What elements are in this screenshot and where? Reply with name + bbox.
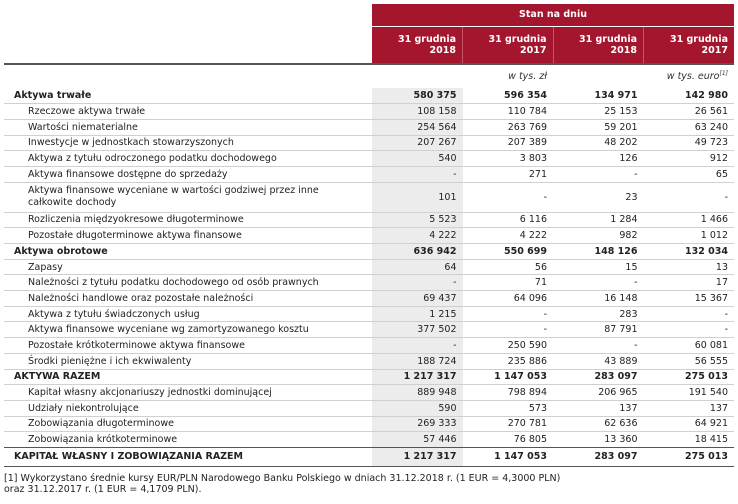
- row-label: Aktywa obrotowe: [4, 244, 372, 260]
- row-label: Wartości niematerialne: [4, 119, 372, 135]
- units-eur-label: w tys. euro: [666, 71, 720, 83]
- row-value: 108 158: [372, 104, 463, 120]
- table-body: [4, 88, 734, 466]
- table-row: [4, 322, 734, 338]
- table-row: [4, 166, 734, 182]
- row-value: 580 375: [372, 88, 463, 104]
- row-value: 263 769: [463, 119, 554, 135]
- header-group-row: [4, 4, 734, 26]
- row-label: Należności z tytułu podatku dochodowego od osób prawnych: [4, 275, 372, 291]
- row-label: Aktywa finansowe wyceniane w wartości godziwej przez inne całkowite dochody: [4, 182, 372, 212]
- row-value: 126: [553, 151, 644, 167]
- footnote-line: [1] Wykorzystano średnie kursy EUR/PLN Narodowego Banku Polskiego w dniach 31.12.2018 r. (1 EUR = 4,3000 PLN): [4, 472, 561, 484]
- table-row: [4, 432, 734, 448]
- footnote-line: oraz 31.12.2017 r. (1 EUR = 4,1709 PLN).: [4, 483, 202, 495]
- column-header: 31 grudnia 2017: [644, 26, 735, 64]
- row-value: 69 437: [372, 291, 463, 307]
- row-value: -: [372, 338, 463, 354]
- row-value: 60 081: [644, 338, 735, 354]
- row-value: 270 781: [463, 416, 554, 432]
- row-value: -: [553, 166, 644, 182]
- row-value: 540: [372, 151, 463, 167]
- row-label: Inwestycje w jednostkach stowarzyszonych: [4, 135, 372, 151]
- row-label: Zobowiązania długoterminowe: [4, 416, 372, 432]
- row-value: 110 784: [463, 104, 554, 120]
- units-pln: w tys. zł: [372, 64, 553, 88]
- row-value: 6 116: [463, 212, 554, 228]
- row-value: 25 153: [553, 104, 644, 120]
- row-value: 56 555: [644, 353, 735, 369]
- row-value: -: [463, 182, 554, 212]
- row-value: 13 360: [553, 432, 644, 448]
- row-value: 23: [553, 182, 644, 212]
- row-value: 17: [644, 275, 735, 291]
- table-row: [4, 228, 734, 244]
- row-value: 573: [463, 400, 554, 416]
- units-blank: [4, 64, 372, 88]
- row-value: 101: [372, 182, 463, 212]
- row-value: 15 367: [644, 291, 735, 307]
- row-value: 254 564: [372, 119, 463, 135]
- row-value: 4 222: [463, 228, 554, 244]
- row-value: 64 921: [644, 416, 735, 432]
- header-blank: [4, 26, 372, 64]
- row-value: 1 012: [644, 228, 735, 244]
- row-value: 889 948: [372, 385, 463, 401]
- row-value: 1 466: [644, 212, 735, 228]
- row-label: Pozostałe krótkoterminowe aktywa finansowe: [4, 338, 372, 354]
- header-group-title: Stan na dniu: [372, 4, 734, 26]
- row-value: 76 805: [463, 432, 554, 448]
- table-row: [4, 244, 734, 260]
- table-row: [4, 291, 734, 307]
- row-value: 207 389: [463, 135, 554, 151]
- row-label: Pozostałe długoterminowe aktywa finansowe: [4, 228, 372, 244]
- row-label: Zobowiązania krótkoterminowe: [4, 432, 372, 448]
- row-value: 188 724: [372, 353, 463, 369]
- row-value: -: [553, 275, 644, 291]
- row-label: Zapasy: [4, 259, 372, 275]
- row-value: 590: [372, 400, 463, 416]
- row-value: 275 013: [644, 447, 735, 466]
- row-value: 56: [463, 259, 554, 275]
- row-value: 207 267: [372, 135, 463, 151]
- row-value: -: [644, 182, 735, 212]
- table-row: [4, 416, 734, 432]
- row-value: 596 354: [504, 90, 547, 102]
- row-value: 148 126: [553, 244, 644, 260]
- column-header: 31 grudnia 2018: [553, 26, 644, 64]
- row-value: 275 013: [644, 369, 735, 385]
- units-eur: [553, 64, 734, 88]
- row-value: -: [644, 322, 735, 338]
- row-value: 87 791: [553, 322, 644, 338]
- row-value: 71: [463, 275, 554, 291]
- row-label: Aktywa trwałe: [14, 90, 92, 102]
- row-value: 137: [644, 400, 735, 416]
- footnote: [4, 473, 734, 495]
- row-value: 18 415: [644, 432, 735, 448]
- table-row: [4, 353, 734, 369]
- row-value: 132 034: [644, 244, 735, 260]
- row-value: -: [553, 338, 644, 354]
- header-blank: [4, 4, 372, 26]
- header-columns-row: [4, 26, 734, 64]
- row-value: 269 333: [372, 416, 463, 432]
- row-value: 59 201: [553, 119, 644, 135]
- table-row: [4, 385, 734, 401]
- row-label: Aktywa z tytułu odroczonego podatku dochodowego: [4, 151, 372, 167]
- column-header: 31 grudnia 2017: [463, 26, 554, 64]
- row-value: -: [463, 322, 554, 338]
- table-row: [4, 400, 734, 416]
- row-value: 64: [372, 259, 463, 275]
- row-value: -: [372, 166, 463, 182]
- row-value: -: [644, 306, 735, 322]
- row-value: 65: [644, 166, 735, 182]
- row-value: 1 215: [372, 306, 463, 322]
- row-value: 137: [553, 400, 644, 416]
- row-value: 4 222: [372, 228, 463, 244]
- row-value: 16 148: [553, 291, 644, 307]
- row-value: 271: [463, 166, 554, 182]
- balance-table: [4, 4, 734, 467]
- row-value: 1 147 053: [463, 447, 554, 466]
- row-value: 206 965: [553, 385, 644, 401]
- row-value: 5 523: [372, 212, 463, 228]
- row-value: 142 980: [685, 90, 728, 102]
- row-label: AKTYWA RAZEM: [4, 369, 372, 385]
- row-value: 134 971: [594, 90, 638, 102]
- row-value: 43 889: [553, 353, 644, 369]
- row-value: 64 096: [463, 291, 554, 307]
- row-value: 15: [553, 259, 644, 275]
- row-value: 1 147 053: [463, 369, 554, 385]
- row-value: -: [372, 275, 463, 291]
- row-value: 1 217 317: [372, 447, 463, 466]
- row-value: 13: [644, 259, 735, 275]
- row-value: 283: [553, 306, 644, 322]
- row-label: KAPITAŁ WŁASNY I ZOBOWIĄZANIA RAZEM: [4, 447, 372, 466]
- table-row: [4, 104, 734, 120]
- row-value: 57 446: [372, 432, 463, 448]
- table-row: [4, 151, 734, 167]
- table-row: [4, 306, 734, 322]
- row-value: 982: [553, 228, 644, 244]
- row-value: 26 561: [644, 104, 735, 120]
- table-row: [4, 259, 734, 275]
- row-label: Należności handlowe oraz pozostałe należności: [4, 291, 372, 307]
- table-row: [4, 447, 734, 466]
- column-header: 31 grudnia 2018: [372, 26, 463, 64]
- table-row: [4, 135, 734, 151]
- row-value: 636 942: [372, 244, 463, 260]
- table-row: [4, 119, 734, 135]
- table-row: [4, 338, 734, 354]
- units-eur-footnote-ref: [1]: [719, 70, 728, 78]
- row-label: Kapitał własny akcjonariuszy jednostki dominującej: [4, 385, 372, 401]
- row-value: 798 894: [463, 385, 554, 401]
- row-label: Aktywa finansowe wyceniane wg zamortyzowanego kosztu: [4, 322, 372, 338]
- row-value: 1 217 317: [372, 369, 463, 385]
- row-value: 49 723: [644, 135, 735, 151]
- table-row: [4, 275, 734, 291]
- row-value: 63 240: [644, 119, 735, 135]
- units-row: [4, 64, 734, 88]
- table-row: [4, 369, 734, 385]
- table-row: [4, 88, 734, 104]
- row-label: Rozliczenia międzyokresowe długoterminowe: [4, 212, 372, 228]
- row-label: Rzeczowe aktywa trwałe: [4, 104, 372, 120]
- row-value: 377 502: [372, 322, 463, 338]
- row-label: Aktywa z tytułu świadczonych usług: [4, 306, 372, 322]
- row-value: 283 097: [553, 369, 644, 385]
- row-value: 250 590: [463, 338, 554, 354]
- row-label: Środki pieniężne i ich ekwiwalenty: [4, 353, 372, 369]
- row-value: 235 886: [463, 353, 554, 369]
- row-value: 191 540: [644, 385, 735, 401]
- row-value: 48 202: [553, 135, 644, 151]
- row-value: 912: [644, 151, 735, 167]
- row-value: 62 636: [553, 416, 644, 432]
- row-value: 550 699: [463, 244, 554, 260]
- row-value: -: [463, 306, 554, 322]
- balance-sheet: [4, 4, 734, 495]
- row-value: 1 284: [553, 212, 644, 228]
- table-row: [4, 182, 734, 212]
- table-row: [4, 212, 734, 228]
- row-label: Aktywa finansowe dostępne do sprzedaży: [4, 166, 372, 182]
- row-value: 283 097: [553, 447, 644, 466]
- row-value: 3 803: [463, 151, 554, 167]
- row-label: Udziały niekontrolujące: [4, 400, 372, 416]
